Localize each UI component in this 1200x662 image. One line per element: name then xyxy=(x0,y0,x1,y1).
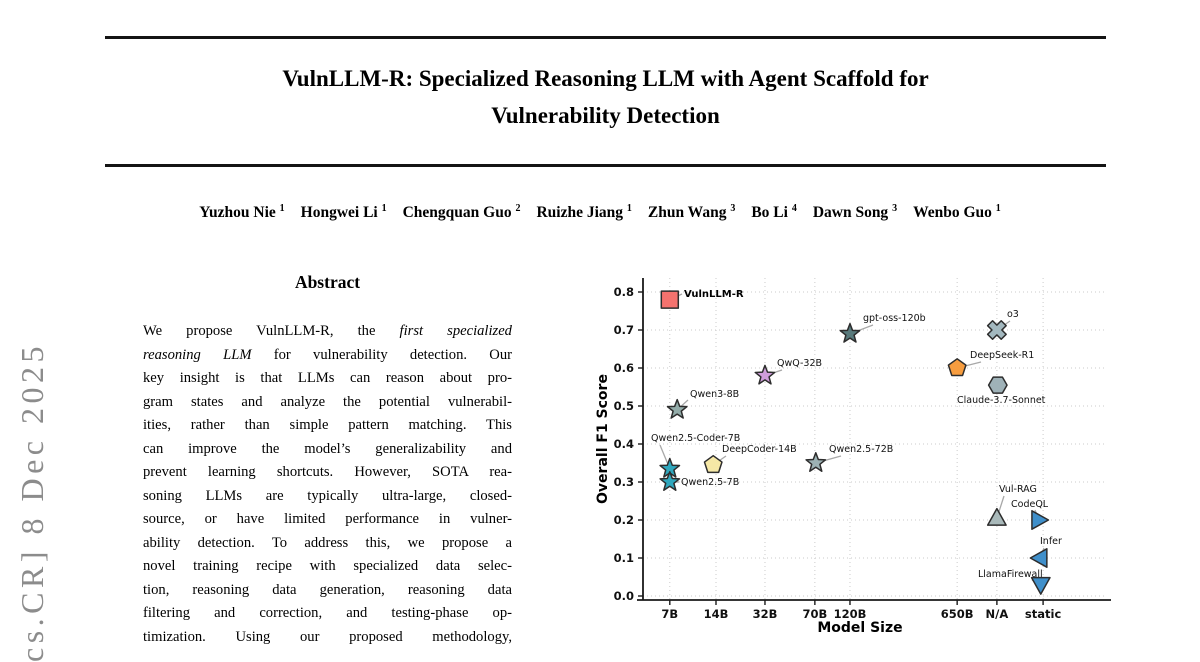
author: Hongwei Li $^1$ xyxy=(300,203,387,222)
marker-LlamaFirewall xyxy=(1032,578,1050,595)
marker-DeepCoder-14B xyxy=(704,456,722,473)
x-tick-label: static xyxy=(1024,607,1062,621)
marker-DeepSeek-R1 xyxy=(948,359,966,376)
abstract-line: We propose VulnLLM-R, the first specialized xyxy=(143,323,512,339)
author: Dawn Song $^3$ xyxy=(812,203,898,222)
label-Claude-3.7-Sonnet: Claude-3.7-Sonnet xyxy=(957,395,1046,406)
x-tick-label: 32B xyxy=(752,607,778,621)
author: Wenbo Guo $^1$ xyxy=(913,203,1001,222)
label-Qwen2.5-72B: Qwen2.5-72B xyxy=(829,444,894,455)
label-LlamaFirewall: LlamaFirewall xyxy=(978,569,1043,580)
label-VulnLLM-R: VulnLLM-R xyxy=(684,289,744,300)
author: Bo Li $^4$ xyxy=(751,203,797,222)
x-tick-label: N/A xyxy=(985,607,1009,621)
abstract-line: key insight is that LLMs can reason about pro- xyxy=(143,370,512,386)
label-Qwen2.5-7B: Qwen2.5-7B xyxy=(681,477,740,488)
abstract-line: novel training recipe with specialized data selec- xyxy=(143,558,512,574)
y-tick-label: 0.7 xyxy=(613,323,634,337)
paper-title-line1: VulnLLM-R: Specialized Reasoning LLM with Agent Scaffold for xyxy=(282,66,929,91)
y-tick-label: 0.5 xyxy=(613,399,634,413)
label-Qwen2.5-Coder-7B: Qwen2.5-Coder-7B xyxy=(651,433,741,444)
marker-CodeQL xyxy=(1032,511,1049,529)
y-axis-title: Overall F1 Score xyxy=(595,374,611,504)
marker-Qwen3-8B xyxy=(667,400,686,418)
paper-title xyxy=(105,60,1106,134)
marker-Qwen2.5-7B xyxy=(660,472,679,490)
marker-Vul-RAG xyxy=(988,509,1006,525)
title-rule-top xyxy=(105,36,1106,39)
paper-title-line2: Vulnerability Detection xyxy=(491,103,720,128)
abstract-line: ability detection. To address this, we propose a xyxy=(143,534,512,551)
abstract-line: ities, rather than simple pattern matching. This xyxy=(143,417,512,433)
abstract-line: source, or have limited performance in vulner- xyxy=(143,511,512,527)
marker-Qwen2.5-72B xyxy=(806,453,825,471)
y-tick-label: 0.0 xyxy=(613,589,634,603)
label-Qwen3-8B: Qwen3-8B xyxy=(690,389,740,400)
arxiv-stamp: cs.CR] 8 Dec 2025 xyxy=(14,341,50,662)
abstract-line: can improve the model’s generalizability and xyxy=(143,440,512,457)
author: Yuzhou Nie $^1$ xyxy=(199,203,285,222)
y-tick-label: 0.8 xyxy=(613,285,634,299)
x-tick-label: 650B xyxy=(940,607,974,621)
marker-VulnLLM-R xyxy=(661,291,678,308)
x-tick-label: 7B xyxy=(661,607,679,621)
x-tick-label: 14B xyxy=(703,607,729,621)
author: Ruizhe Jiang $^1$ xyxy=(536,203,632,222)
author: Zhun Wang $^3$ xyxy=(647,203,736,222)
y-tick-label: 0.6 xyxy=(613,361,634,375)
y-tick-label: 0.2 xyxy=(613,513,634,527)
abstract-line: filtering and correction, and testing-phase op- xyxy=(143,605,512,621)
x-tick-label: 70B xyxy=(802,607,828,621)
label-DeepCoder-14B: DeepCoder-14B xyxy=(722,444,797,455)
y-tick-label: 0.3 xyxy=(613,475,634,489)
label-Infer: Infer xyxy=(1040,536,1062,547)
y-tick-label: 0.1 xyxy=(613,551,634,565)
label-Vul-RAG: Vul-RAG xyxy=(999,484,1037,495)
abstract-body xyxy=(143,320,512,649)
label-CodeQL: CodeQL xyxy=(1011,499,1049,510)
label-QwQ-32B: QwQ-32B xyxy=(777,358,823,369)
abstract-line: reasoning LLM for vulnerability detection. Our xyxy=(143,346,513,363)
author-list xyxy=(55,203,1145,222)
title-rule-bottom xyxy=(105,164,1106,167)
x-axis-title: Model Size xyxy=(817,620,903,636)
abstract-line: timization. Using our proposed methodology, xyxy=(143,628,512,645)
abstract-line: tion, reasoning data generation, reasoning data xyxy=(143,581,512,598)
marker-gpt-oss-120b xyxy=(840,324,859,342)
abstract-line: gram states and analyze the potential vulnerabil- xyxy=(143,393,512,410)
marker-Infer xyxy=(1030,549,1047,567)
author: Chengquan Guo $^2$ xyxy=(402,203,521,222)
label-DeepSeek-R1: DeepSeek-R1 xyxy=(970,350,1035,361)
x-tick-label: 120B xyxy=(833,607,867,621)
abstract-line: prevent learning shortcuts. However, SOTA rea- xyxy=(143,464,512,480)
abstract-heading: Abstract xyxy=(294,272,361,292)
marker-Claude-3.7-Sonnet xyxy=(989,377,1007,393)
y-tick-label: 0.4 xyxy=(613,437,634,451)
scatter-chart xyxy=(560,265,1120,648)
abstract-line: soning LLMs are typically ultra-large, closed- xyxy=(143,487,512,504)
label-o3: o3 xyxy=(1007,309,1019,320)
label-gpt-oss-120b: gpt-oss-120b xyxy=(863,313,926,324)
